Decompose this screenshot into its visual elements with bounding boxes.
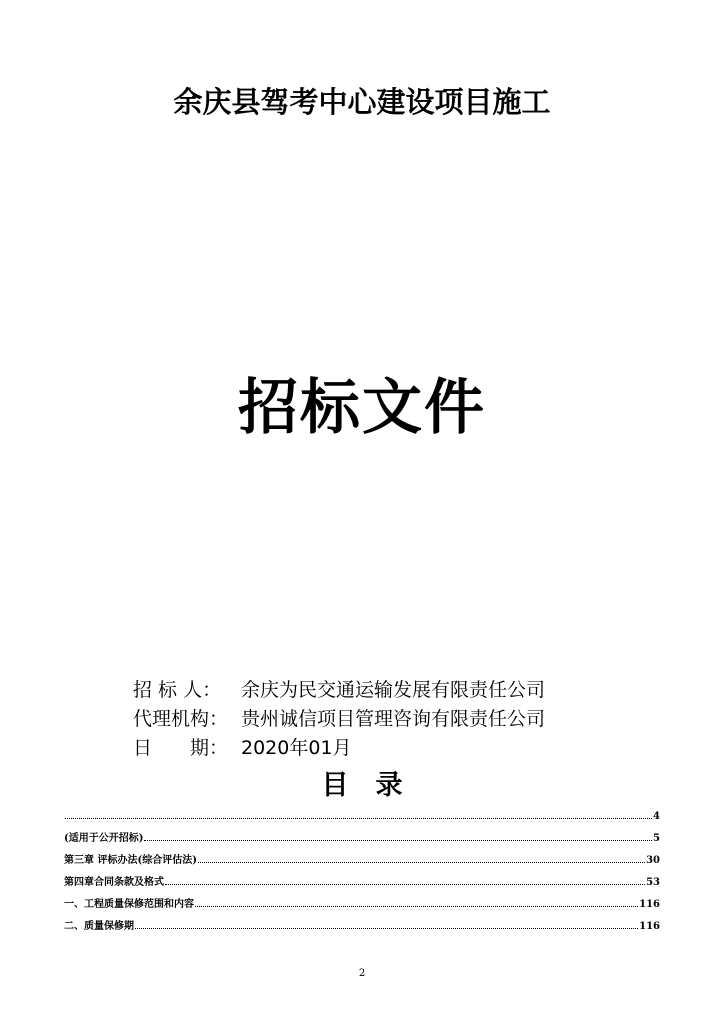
toc-leader-dots [144, 839, 652, 841]
toc-entry[interactable] [64, 888, 660, 910]
toc-entry-page: 4 [653, 811, 660, 822]
toc-entry-text: 一、工程质量保修范围和内容 [64, 899, 194, 910]
toc-leader-dots [198, 861, 645, 863]
agency-value: 贵州诚信项目管理咨询有限责任公司 [241, 708, 546, 730]
date-label: 日 期： [133, 737, 229, 759]
toc-entry-text: (适用于公开招标) [64, 833, 144, 844]
toc-heading: 目 录 [321, 770, 403, 801]
toc-leader-dots [135, 927, 638, 929]
toc-entry[interactable] [64, 800, 660, 822]
project-title: 余庆县驾考中心建设项目施工 [173, 85, 551, 119]
info-row-date [133, 734, 545, 763]
toc-leader-dots [65, 817, 652, 819]
toc-entry-page: 30 [646, 855, 660, 866]
date-value: 2020年01月 [241, 737, 352, 759]
toc-leader-dots [165, 883, 645, 885]
toc-entry-page: 116 [639, 921, 660, 932]
page-number: 2 [358, 968, 366, 979]
tenderer-label: 招 标 人： [133, 679, 222, 701]
toc-entry-text: 第三章 评标办法(综合评估法) [64, 855, 197, 866]
document-title: 招标文件 [238, 373, 486, 443]
agency-label: 代理机构： [133, 708, 229, 730]
toc-entry[interactable] [64, 866, 660, 888]
toc-entry-page: 53 [646, 877, 660, 888]
info-row-agency [133, 705, 545, 734]
toc-leader-dots [195, 905, 638, 907]
toc-entry[interactable] [64, 844, 660, 866]
toc-entry[interactable] [64, 910, 660, 932]
toc-entry-text: 第四章合同条款及格式 [64, 877, 164, 888]
toc-entry[interactable] [64, 822, 660, 844]
toc-entry-text: 二、质量保修期 [64, 921, 134, 932]
toc-entry-page: 116 [639, 899, 660, 910]
info-block [133, 676, 545, 763]
toc-entry-page: 5 [653, 833, 660, 844]
info-row-tenderer [133, 676, 545, 705]
table-of-contents [64, 800, 660, 932]
tenderer-value: 余庆为民交通运输发展有限责任公司 [241, 679, 546, 701]
